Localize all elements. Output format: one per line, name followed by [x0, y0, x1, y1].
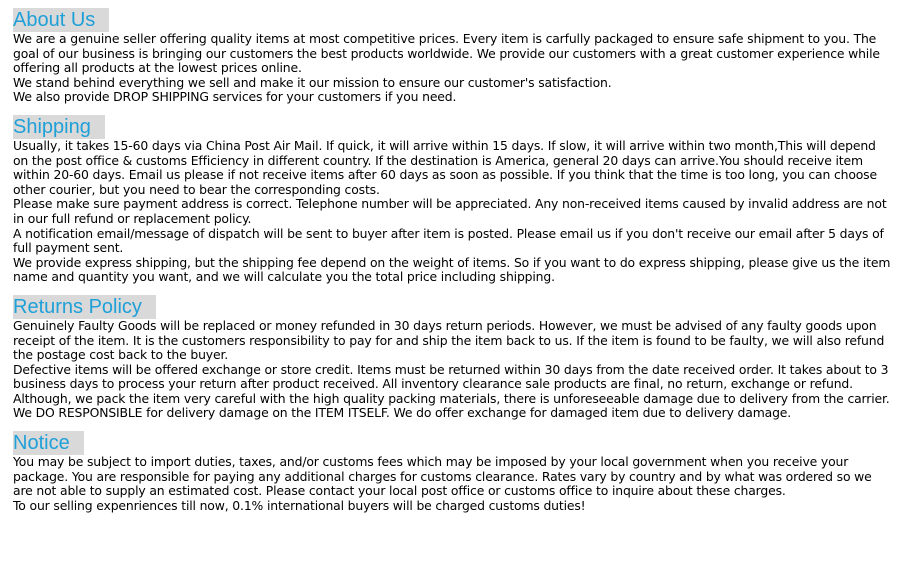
section-returns-policy — [13, 295, 891, 421]
returns-paragraph: Genuinely Faulty Goods will be replaced or money refunded in 30 days return periods. However, we must be advised of any faulty goods upon receipt of the item. It is the customers responsibility to pay for and ship the item back to us. If the item is found to be faulty, we will also refund the postage cost back to the buyer. — [13, 317, 885, 363]
about-us-paragraph: We also provide DROP SHIPPING services for your customers if you need. — [13, 89, 457, 105]
returns-paragraph: Defective items will be offered exchange or store credit. Items must be returned within 30 days from the date received order. It takes about to 3 business days to process your return after product received. All inventory clearance sale products are final, no return, exchange or refund. — [13, 361, 889, 392]
shipping-paragraph: A notification email/message of dispatch will be sent to buyer after item is posted. Please email us if you don't receive our email after 5 days of full payment sent. — [13, 225, 884, 256]
shipping-paragraph: We provide express shipping, but the shipping fee depend on the weight of items. So if you want to do express shipping, please give us the item name and quantity you want, and we will calculate you the total price including shipping. — [13, 254, 891, 285]
section-heading-about-us: About Us — [13, 8, 109, 32]
shipping-paragraph: Usually, it takes 15-60 days via China Post Air Mail. If quick, it will arrive within 15 days. If slow, it will arrive within two month,This will depend on the post office & customs Efficiency in different country. If the destination is America, general 20 days can arrive.You should receive item within 20-60 days. Email us please if not receive items after 60 days as soon as possible. If you think that the time is too long, you can choose other courier, but you need to bear the corresponding costs. — [13, 137, 877, 197]
notice-paragraph: To our selling expenriences till now, 0.1% international buyers will be charged customs duties! — [13, 497, 586, 513]
section-notice — [13, 431, 891, 513]
section-heading-returns-policy: Returns Policy — [13, 295, 156, 319]
policy-document — [13, 8, 891, 523]
section-about-us — [13, 8, 891, 105]
about-us-paragraph: We stand behind everything we sell and make it our mission to ensure our customer's satisfaction. — [13, 74, 612, 90]
returns-paragraph: Although, we pack the item very careful with the high quality packing materials, there is unforeseeable damage due to delivery from the carrier. We DO RESPONSIBLE for delivery damage on the ITEM ITSELF. We do offer exchange for damaged item due to delivery damage. — [13, 390, 890, 421]
section-shipping — [13, 115, 891, 285]
notice-paragraph: You may be subject to import duties, taxes, and/or customs fees which may be imposed by your local government when you receive your package. You are responsible for paying any additional charges for customs clearance. Rates vary by country and by what was ordered so we are not able to supply an estimated cost. Please contact your local post office or customs office to inquire about these charges. — [13, 454, 872, 499]
about-us-paragraph: We are a genuine seller offering quality items at most competitive prices. Every item is carfully packaged to ensure safe shipment to you. The goal of our business is bringing our customers the best products worldwide. We provide our customers with a great customer experience while offering all products at the lowest prices online. — [13, 31, 880, 76]
section-heading-shipping: Shipping — [13, 115, 105, 139]
shipping-paragraph: Please make sure payment address is correct. Telephone number will be appreciated. Any non-received items caused by invalid address are not in our full refund or replacement policy. — [13, 196, 887, 226]
section-heading-notice: Notice — [13, 431, 84, 455]
